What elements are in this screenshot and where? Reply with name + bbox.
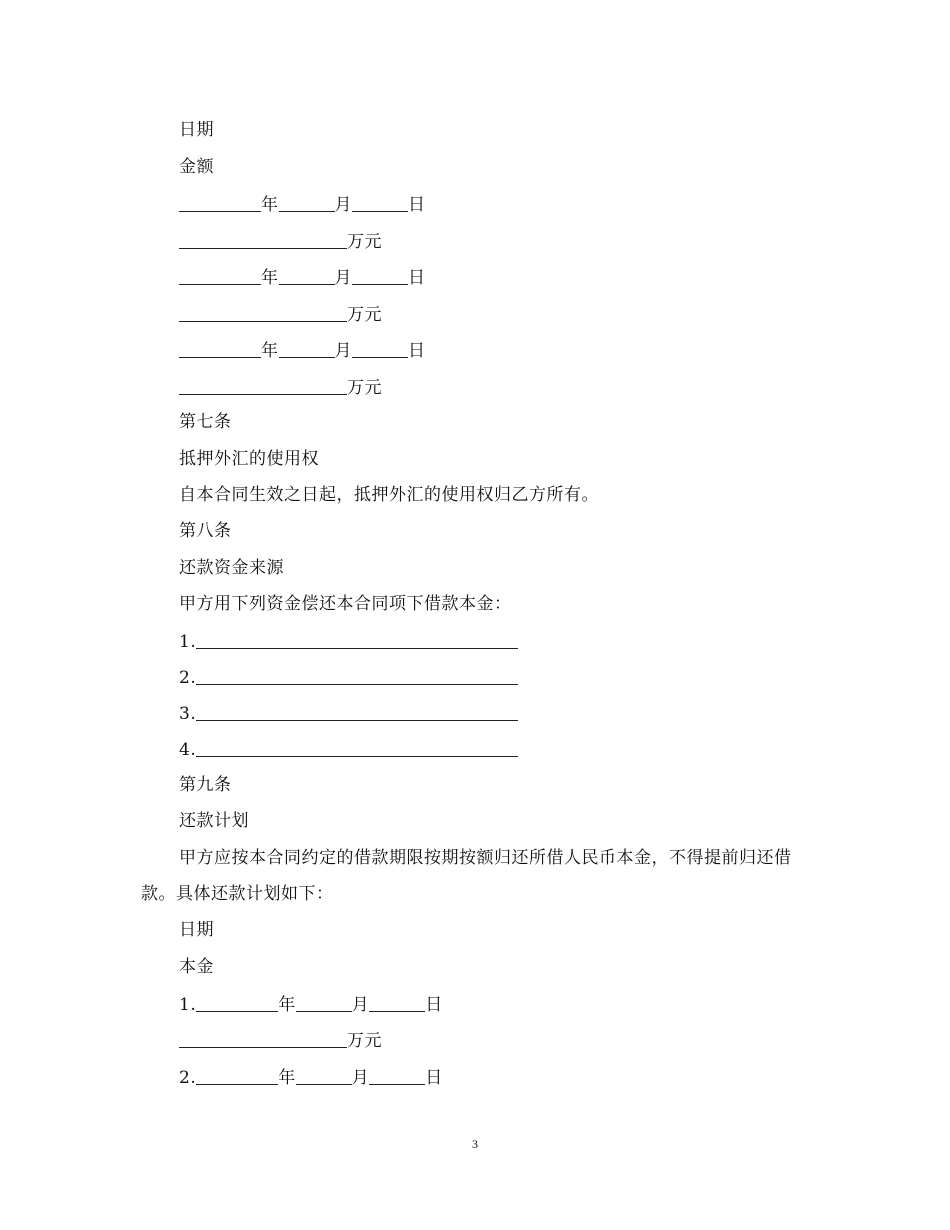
article-7-title: 抵押外汇的使用权 xyxy=(179,449,319,469)
schedule-date-row xyxy=(179,993,443,1016)
source-blank[interactable] xyxy=(196,630,518,649)
article-8-text: 甲方用下列资金偿还本合同项下借款本金： xyxy=(179,594,512,614)
item-number: 4. xyxy=(179,740,197,760)
date-heading: 日期 xyxy=(179,920,214,940)
source-blank[interactable] xyxy=(196,666,518,685)
month-blank[interactable] xyxy=(279,193,335,212)
year-blank[interactable] xyxy=(179,339,261,358)
year-label: 年 xyxy=(261,268,279,288)
article-9-title: 还款计划 xyxy=(179,811,249,831)
month-label: 月 xyxy=(351,995,370,1015)
schedule-date-row xyxy=(179,1066,443,1089)
year-label: 年 xyxy=(261,341,279,361)
day-label: 日 xyxy=(408,268,426,288)
day-label: 日 xyxy=(425,1068,443,1088)
year-label: 年 xyxy=(278,1068,296,1088)
month-blank[interactable] xyxy=(279,266,335,285)
wanyuan-label: 万元 xyxy=(347,1031,382,1051)
year-blank[interactable] xyxy=(179,193,261,212)
article-8-title: 还款资金来源 xyxy=(179,558,284,578)
amount-blank[interactable] xyxy=(179,303,347,322)
day-blank[interactable] xyxy=(352,339,408,358)
source-blank[interactable] xyxy=(196,702,518,721)
amount-row xyxy=(179,230,382,253)
item-number: 2. xyxy=(179,1068,197,1088)
month-label: 月 xyxy=(334,268,352,288)
principal-heading: 本金 xyxy=(179,957,214,977)
amount-row xyxy=(179,1029,382,1052)
amount-row xyxy=(179,376,382,399)
article-8-number: 第八条 xyxy=(179,521,232,541)
year-blank[interactable] xyxy=(196,993,278,1012)
item-number: 1. xyxy=(179,995,197,1015)
date-row xyxy=(179,193,426,216)
article-7-number: 第七条 xyxy=(179,412,232,432)
wanyuan-label: 万元 xyxy=(347,378,382,398)
date-row xyxy=(179,266,426,289)
article-9-number: 第九条 xyxy=(179,775,232,795)
day-blank[interactable] xyxy=(369,1066,425,1085)
wanyuan-label: 万元 xyxy=(347,305,382,325)
day-label: 日 xyxy=(425,995,443,1015)
day-label: 日 xyxy=(408,195,426,215)
month-label: 月 xyxy=(334,195,352,215)
item-number: 2. xyxy=(179,668,197,688)
amount-blank[interactable] xyxy=(179,1029,347,1048)
page-number: 3 xyxy=(472,1137,478,1151)
item-number: 1. xyxy=(179,632,197,652)
amount-row xyxy=(179,303,382,326)
year-label: 年 xyxy=(261,195,279,215)
month-blank[interactable] xyxy=(296,993,352,1012)
amount-blank[interactable] xyxy=(179,230,347,249)
year-blank[interactable] xyxy=(179,266,261,285)
source-item xyxy=(179,702,518,725)
month-label: 月 xyxy=(351,1068,370,1088)
article-9-text: 甲方应按本合同约定的借款期限按期按额归还所借人民币本金，不得提前归还借款。具体还款计划如下： xyxy=(141,848,792,904)
month-blank[interactable] xyxy=(296,1066,352,1085)
wanyuan-label: 万元 xyxy=(347,232,382,252)
source-item xyxy=(179,738,518,761)
date-heading: 日期 xyxy=(179,120,214,140)
day-blank[interactable] xyxy=(352,193,408,212)
amount-blank[interactable] xyxy=(179,376,347,395)
day-label: 日 xyxy=(408,341,426,361)
source-item xyxy=(179,630,518,653)
item-number: 3. xyxy=(179,704,197,724)
source-blank[interactable] xyxy=(196,738,518,757)
year-label: 年 xyxy=(278,995,296,1015)
amount-heading: 金额 xyxy=(179,157,214,177)
article-7-text: 自本合同生效之日起，抵押外汇的使用权归乙方所有。 xyxy=(179,485,599,505)
day-blank[interactable] xyxy=(369,993,425,1012)
day-blank[interactable] xyxy=(352,266,408,285)
month-blank[interactable] xyxy=(279,339,335,358)
year-blank[interactable] xyxy=(196,1066,278,1085)
date-row xyxy=(179,339,426,362)
source-item xyxy=(179,666,518,689)
month-label: 月 xyxy=(334,341,352,361)
